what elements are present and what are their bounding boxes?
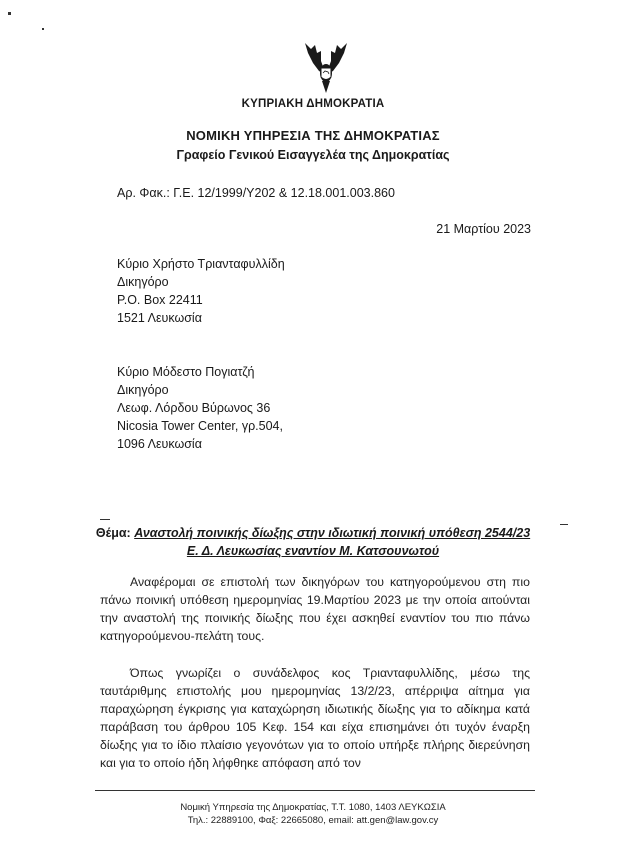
- footer-address: Νομική Υπηρεσία της Δημοκρατίας, Τ.Τ. 1080, 1403 ΛΕΥΚΩΣΙΑ: [180, 802, 446, 813]
- letter-date: 21 Μαρτίου 2023: [436, 222, 531, 236]
- subject-label: Θέμα:: [95, 526, 131, 540]
- recipient-title: Δικηγόρο: [117, 275, 169, 289]
- file-reference: Αρ. Φακ.: Γ.Ε. 12/1999/Υ202 & 12.18.001.003.860: [117, 186, 395, 200]
- footer-divider: [95, 790, 535, 791]
- scan-speck: [560, 524, 568, 525]
- body-paragraph-2: [100, 664, 530, 772]
- recipient-line: P.O. Box 22411: [117, 293, 203, 307]
- scan-speck: [42, 28, 44, 30]
- recipient-line: 1521 Λευκωσία: [117, 311, 202, 325]
- recipient-name: Κύριο Μόδεστο Πογιατζή: [117, 365, 255, 379]
- republic-title: ΚΥΠΡΙΑΚΗ ΔΗΜΟΚΡΑΤΙΑ: [241, 98, 385, 110]
- subject-line-1: Αναστολή ποινικής δίωξης στην ιδιωτική ποινική υπόθεση 2544/23: [134, 526, 531, 540]
- subject-block: [0, 524, 626, 560]
- recipient-address-2: [117, 363, 283, 453]
- recipient-title: Δικηγόρο: [117, 383, 169, 397]
- scan-speck: [100, 519, 110, 520]
- subject-line-2: Ε. Δ. Λευκωσίας εναντίον Μ. Κατσουνωτού: [186, 544, 440, 558]
- service-title: ΝΟΜΙΚΗ ΥΠΗΡΕΣΙΑ ΤΗΣ ΔΗΜΟΚΡΑΤΙΑΣ: [186, 128, 440, 143]
- paragraph-text: Όπως γνωρίζει ο συνάδελφος κος Τριανταφυλλίδης, μέσω της ταυτάριθμης επιστολής μου ημερομηνίας 13/2/23, απέρριψα αίτημα για παραχώρηση έγκρισης για καταχώρηση ιδιωτικής δίωξης για το αδίκημα κατά παράβαση του άρθρου 105 Κεφ. 154 και είχα επισημάνει ότι τυχόν έναρξη δίωξης για το ίδιο πλαίσιο γεγονότων για το οποίο υπήρξε πλήρης διερεύνηση και για το οποίο ήδη λήφθηκε απόφαση από τον: [100, 666, 530, 770]
- paragraph-text: Αναφέρομαι σε επιστολή των δικηγόρων του κατηγορούμενου στη πιο πάνω ποινική υπόθεση ημερομηνίας 19.Μαρτίου 2023 με την οποία αιτούνται την αναστολή της ποινικής δίωξης που έχει ασκηθεί εναντίον του πιο πάνω κατηγορούμενου-πελάτη τους.: [100, 575, 530, 643]
- scan-speck: [8, 12, 11, 15]
- recipient-line: Λεωφ. Λόρδου Βύρωνος 36: [117, 401, 271, 415]
- recipient-name: Κύριο Χρήστο Τριανταφυλλίδη: [117, 257, 285, 271]
- recipient-line: Nicosia Tower Center, γρ.504,: [117, 419, 283, 433]
- recipient-address-1: [117, 255, 285, 327]
- office-title: Γραφείο Γενικού Εισαγγελέα της Δημοκρατίας: [176, 148, 450, 162]
- cyprus-emblem-icon: [293, 35, 359, 101]
- footer-contact: Τηλ.: 22889100, Φαξ: 22665080, email: att.gen@law.gov.cy: [187, 815, 439, 826]
- body-paragraph-1: [100, 573, 530, 645]
- recipient-line: 1096 Λευκωσία: [117, 437, 202, 451]
